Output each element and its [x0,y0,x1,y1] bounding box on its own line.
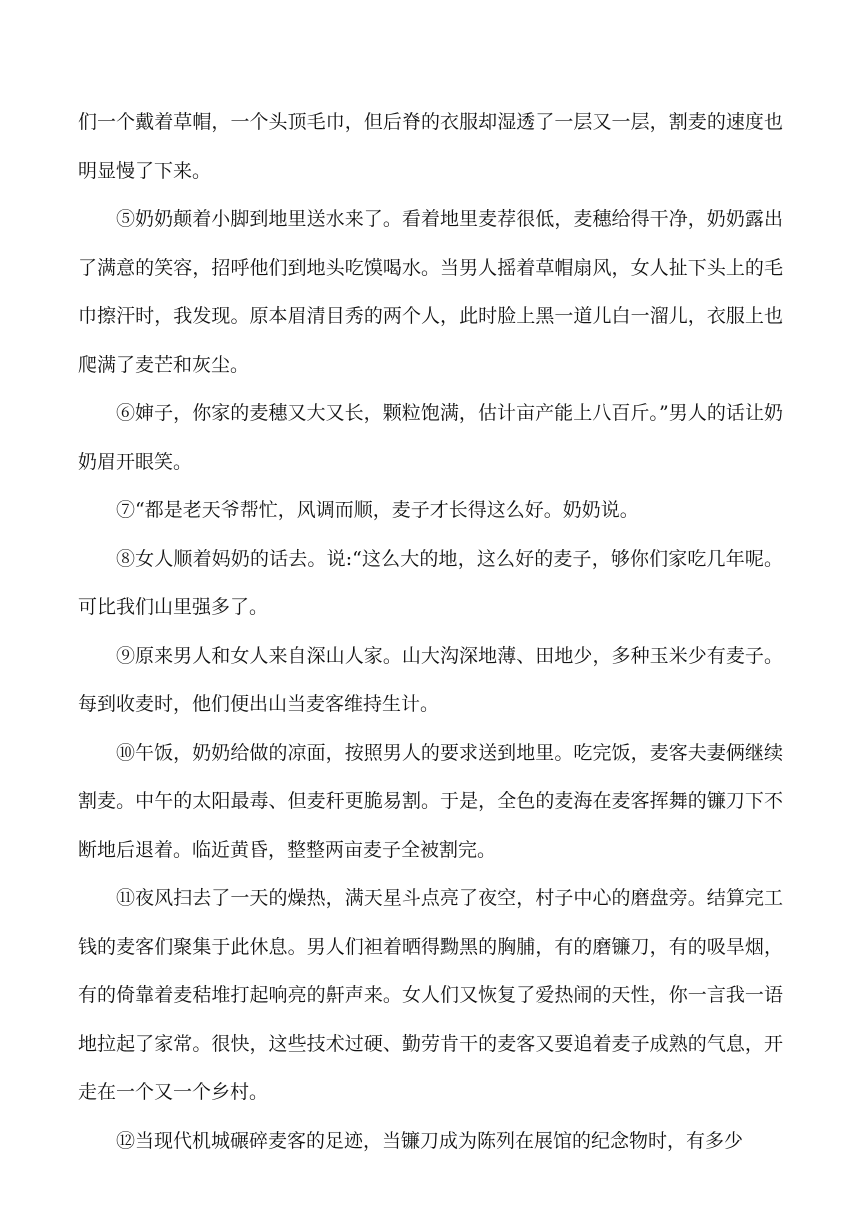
paragraph-10: ⑩午饭，奶奶给做的凉面，按照男人的要求送到地里。吃完饭，麦客夫妻俩继续割麦。中午的太阳最毒、但麦秆更脆易割。于是，全色的麦海在麦客挥舞的镰刀下不断地后退着。临近黄昏，整整两亩麦子全被割完。 [78,741,783,861]
paragraph-5: ⑤奶奶颠着小脚到地里送水来了。看着地里麦荐很低，麦穗给得干净，奶奶露出了满意的笑容，招呼他们到地头吃馍喝水。当男人摇着草帽扇风，女人扯下头上的毛巾擦汗时，我发现。原本眉清目秀的两个人，此时脸上黑一道儿白一溜儿，衣服上也爬满了麦芒和灰尘。 [78,208,783,376]
document-page [78,98,783,1165]
paragraph-6: ⑥婶子，你家的麦穗又大又长，颗粒饱满，估计亩产能上八百斤。”男人的话让奶奶眉开眼笑。 [78,402,783,473]
paragraph-8: ⑧女人顺着妈奶的话去。说:“这么大的地，这么好的麦子，够你们家吃几年呢。可比我们山里强多了。 [78,547,783,618]
paragraph-9: ⑨原来男人和女人来自深山人家。山大沟深地薄、田地少，多种玉米少有麦子。每到收麦时，他们便出山当麦客维持生计。 [78,644,783,715]
paragraph-11: ⑪夜风扫去了一天的燥热，满天星斗点亮了夜空，村子中心的磨盘旁。结算完工钱的麦客们聚集于此休息。男人们袒着晒得黝黑的胸脯，有的磨镰刀，有的吸旱烟，有的倚靠着麦秸堆打起响亮的鼾声来。女人们又恢复了爱热闹的天性，你一言我一语地拉起了家常。很快，这些技术过硬、勤劳肯干的麦客又要追着麦子成熟的气息，开走在一个又一个乡村。 [78,887,783,1103]
paragraph-continuation: 们一个戴着草帽，一个头顶毛巾，但后脊的衣服却湿透了一层又一层，割麦的速度也明显慢了下来。 [78,111,783,182]
paragraph-12: ⑫当现代机城碾碎麦客的足迹，当镰刀成为陈列在展馆的纪念物时，有多少 [116,1129,744,1152]
paragraph-7: ⑦“都是老天爷帮忙，风调而顺，麦子才长得这么好。奶奶说。 [116,499,639,521]
